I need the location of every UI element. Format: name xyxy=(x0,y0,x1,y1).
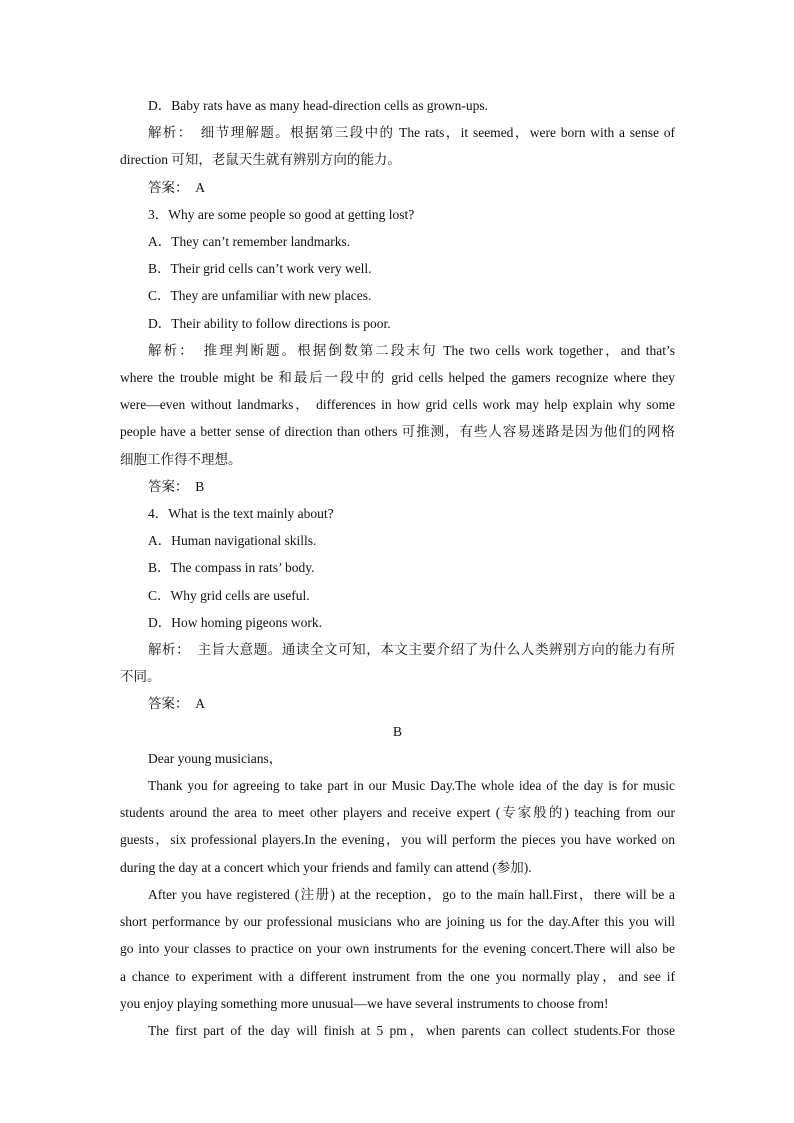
letter-para2-line2: short performance by our professional musicians who are joining us for the day.After this you will xyxy=(120,914,675,930)
document-body xyxy=(120,92,675,1044)
letter-para2-line3: go into your classes to practice on your own instruments for the evening concert.There will also be xyxy=(120,941,675,957)
option-d-q4: D．How homing pigeons work. xyxy=(148,614,322,630)
question-4: 4．What is the text mainly about? xyxy=(148,506,334,522)
letter-para2-line4: a chance to experiment with a different instrument from the one you normally play，and see if xyxy=(120,968,675,984)
letter-para2-line5: you enjoy playing something more unusual—we have several instruments to choose from! xyxy=(120,995,609,1011)
section-heading-b: B xyxy=(392,723,402,739)
analysis-q4-line1: 解析： 主旨大意题。通读全文可知，本文主要介绍了为什么人类辨别方向的能力有所 xyxy=(148,642,675,658)
letter-para1-line3: guests，six professional players.In the evening，you will perform the pieces you have worked on xyxy=(120,832,675,848)
letter-para1-line2: students around the area to meet other players and receive expert (专家般的) teaching from our xyxy=(120,805,675,821)
option-c-q4: C．Why grid cells are useful. xyxy=(148,587,310,603)
question-3: 3．Why are some people so good at getting lost? xyxy=(148,206,415,222)
answer-q2: 答案： A xyxy=(148,179,205,195)
letter-para3-line1: The first part of the day will finish at 5 pm，when parents can collect students.For those xyxy=(148,1022,675,1038)
analysis-q4-line2: 不同。 xyxy=(120,669,161,685)
analysis-q3-line1: 解析： 推理判断题。根据倒数第二段末句 The two cells work together，and that’s xyxy=(148,342,675,358)
option-c-q3: C．They are unfamiliar with new places. xyxy=(148,288,372,304)
option-a-q4: A．Human navigational skills. xyxy=(148,533,317,549)
option-d-q2: D．Baby rats have as many head-direction cells as grown-ups. xyxy=(148,98,489,113)
analysis-q3-line2: where the trouble might be 和最后一段中的 grid cells helped the gamers recognize where they xyxy=(120,370,675,386)
letter-salutation: Dear young musicians， xyxy=(148,750,283,766)
answer-q3: 答案： B xyxy=(148,478,205,494)
analysis-q3-line4: people have a better sense of direction than others 可推测，有些人容易迷路是因为他们的网格 xyxy=(120,424,675,440)
letter-para2-line1: After you have registered (注册) at the reception，go to the main hall.First，there will be a xyxy=(148,886,675,902)
analysis-q3-line5: 细胞工作得不理想。 xyxy=(120,451,242,467)
analysis-q2-line2: direction 可知，老鼠天生就有辨别方向的能力。 xyxy=(120,152,401,168)
letter-para1-line1: Thank you for agreeing to take part in our Music Day.The whole idea of the day is for music xyxy=(148,778,675,794)
letter-para1-line4: during the day at a concert which your friends and family can attend (参加). xyxy=(120,859,532,875)
analysis-q3-line3: were—even without landmarks， differences in how grid cells work may help explain why some xyxy=(120,397,675,413)
analysis-q2-line1: 解析： 细节理解题。根据第三段中的 The rats，it seemed，were born with a sense of xyxy=(148,125,675,141)
option-b-q4: B．The compass in rats’ body. xyxy=(148,560,315,576)
option-d-q3: D．Their ability to follow directions is poor. xyxy=(148,315,391,331)
option-a-q3: A．They can’t remember landmarks. xyxy=(148,234,351,250)
answer-q4: 答案： A xyxy=(148,696,205,712)
option-b-q3: B．Their grid cells can’t work very well. xyxy=(148,261,372,277)
